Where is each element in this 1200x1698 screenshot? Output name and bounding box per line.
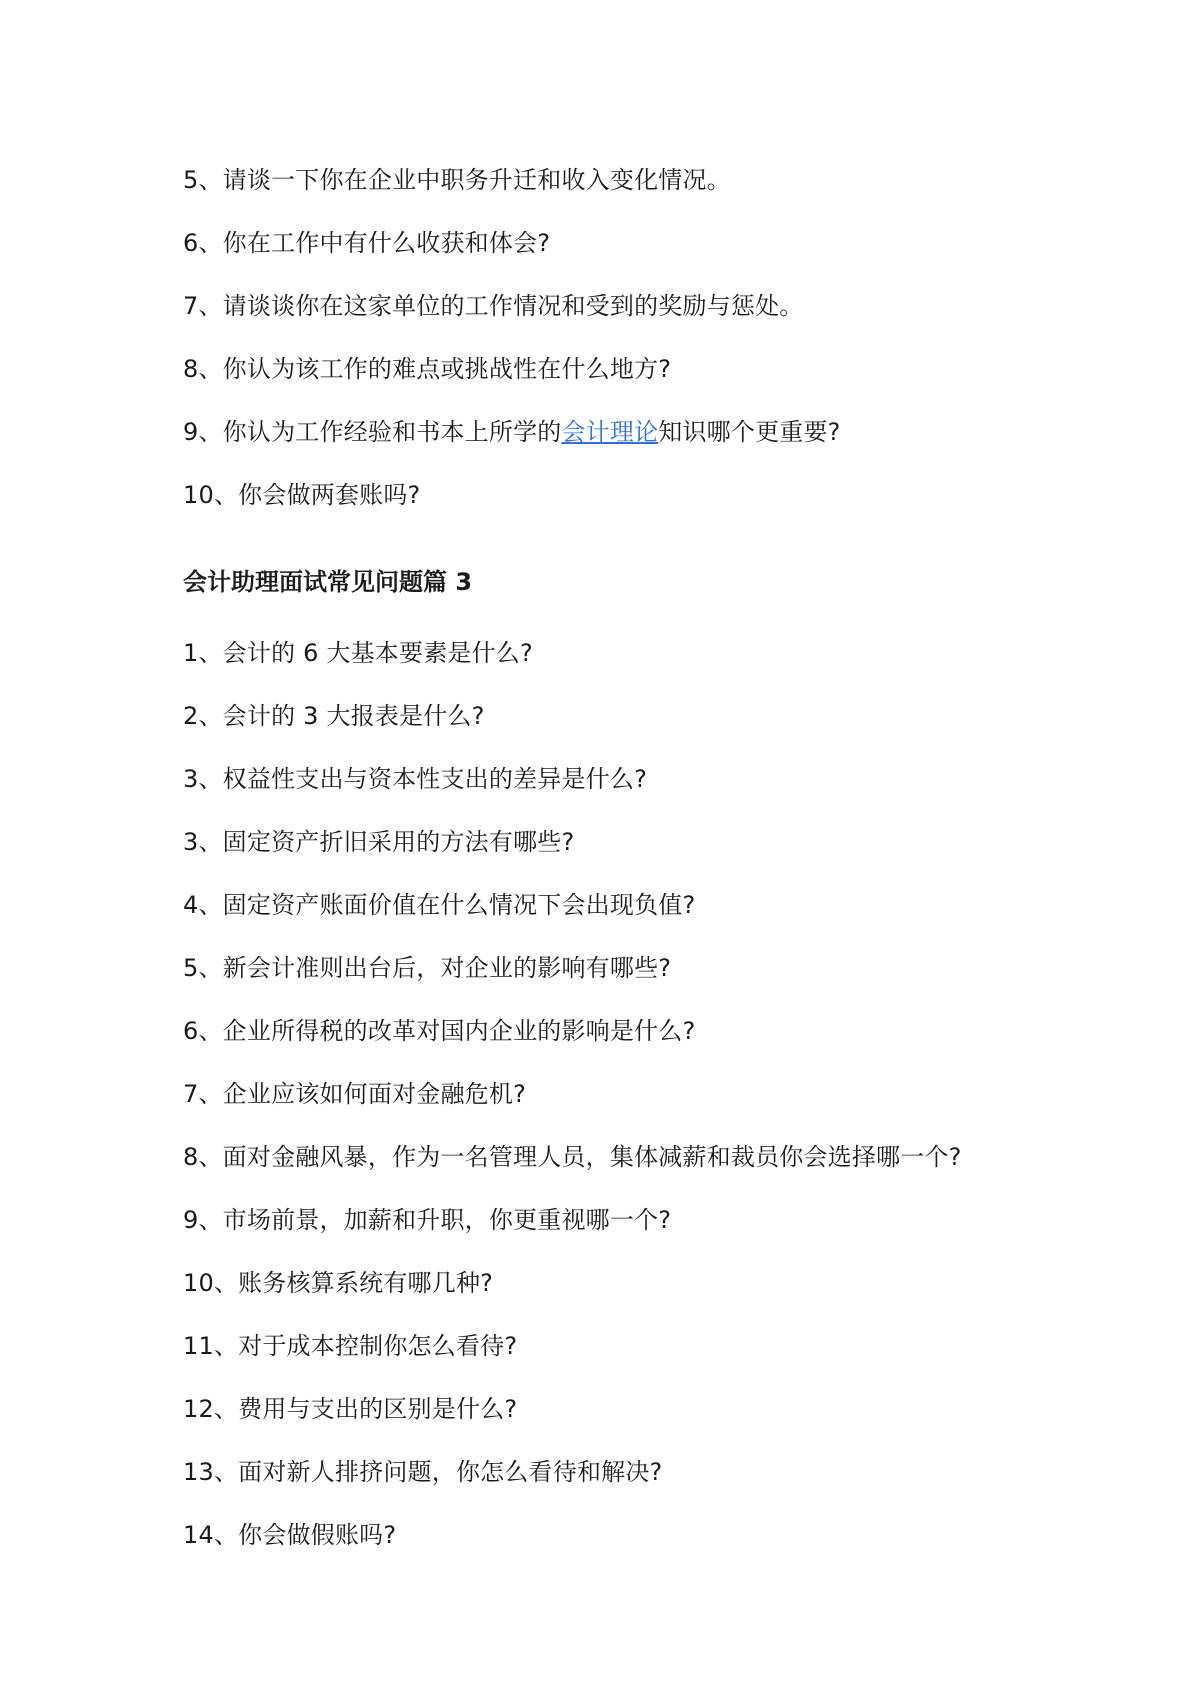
list-item: 2、会计的 3 大报表是什么? xyxy=(183,702,485,730)
list-item: 3、权益性支出与资本性支出的差异是什么? xyxy=(183,765,648,793)
list-item: 7、企业应该如何面对金融危机? xyxy=(183,1080,527,1108)
list-item: 10、账务核算系统有哪几种? xyxy=(183,1269,494,1297)
list-item xyxy=(183,416,841,448)
section-heading: 会计助理面试常见问题篇 3 xyxy=(183,568,473,596)
list-item: 8、你认为该工作的难点或挑战性在什么地方? xyxy=(183,355,672,383)
list-item: 6、你在工作中有什么收获和体会? xyxy=(183,229,551,257)
list-item-text-before-link: 9、你认为工作经验和书本上所学的 xyxy=(183,418,562,446)
list-item: 9、市场前景，加薪和升职，你更重视哪一个? xyxy=(183,1206,672,1234)
list-item: 3、固定资产折旧采用的方法有哪些? xyxy=(183,828,575,856)
list-item: 8、面对金融风暴，作为一名管理人员，集体减薪和裁员你会选择哪一个? xyxy=(183,1143,962,1171)
list-item: 11、对于成本控制你怎么看待? xyxy=(183,1332,518,1360)
list-item: 12、费用与支出的区别是什么? xyxy=(183,1395,518,1423)
list-item: 7、请谈谈你在这家单位的工作情况和受到的奖励与惩处。 xyxy=(183,292,804,320)
list-item: 13、面对新人排挤问题，你怎么看待和解决? xyxy=(183,1458,663,1486)
list-item: 6、企业所得税的改革对国内企业的影响是什么? xyxy=(183,1017,696,1045)
list-item: 14、你会做假账吗? xyxy=(183,1521,397,1549)
list-item-text-after-link: 知识哪个更重要? xyxy=(658,418,841,446)
list-item: 10、你会做两套账吗? xyxy=(183,481,421,509)
list-item: 5、新会计准则出台后，对企业的影响有哪些? xyxy=(183,954,672,982)
list-item: 1、会计的 6 大基本要素是什么? xyxy=(183,639,533,667)
list-item: 5、请谈一下你在企业中职务升迁和收入变化情况。 xyxy=(183,166,731,194)
list-item: 4、固定资产账面价值在什么情况下会出现负值? xyxy=(183,891,696,919)
accounting-theory-link[interactable]: 会计理论 xyxy=(561,418,659,446)
